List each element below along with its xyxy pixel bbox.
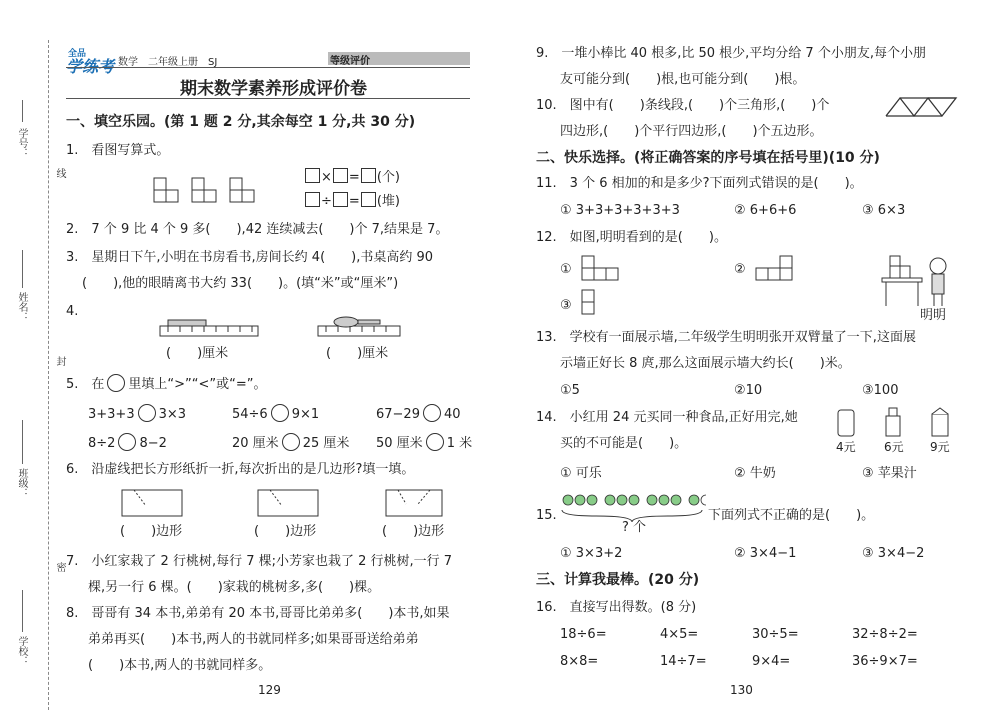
mingming-label: 明明 [920,308,947,323]
compare-circle[interactable] [138,404,156,422]
student-number-label: 学号： [16,128,27,158]
binding-line [48,40,49,710]
calc-item: 9×4= [752,654,791,669]
q12-option-1[interactable]: ① [560,262,572,277]
q5-item: 50 厘米 1 米 [376,433,472,452]
q12-option-3[interactable]: ③ [560,298,572,313]
rulers [158,316,408,344]
compare-circle[interactable] [282,433,300,451]
q8-line2: 弟弟再买( )本书,两人的书就同样多;如果哥哥送给弟弟 [88,632,419,647]
q12-text: 12. 如图,明明看到的是( )。 [536,230,727,245]
name-label: 姓名： [16,292,27,322]
q3-line1: 3. 星期日下午,小明在书房看书,房间长约 4( ),书桌高约 90 [66,250,434,265]
q5-item: 3+3+3 3×3 [88,404,186,423]
section-1-heading: 一、填空乐园。(第 1 题 2 分,其余每空 1 分,共 30 分) [66,114,416,130]
page-number-right: 130 [730,683,753,697]
q2-text: 2. 7 个 9 比 4 个 9 多( ),42 连续减去( )个 7,结果是 7。 [66,222,449,237]
view-a [580,254,620,282]
answer-box[interactable] [305,168,320,183]
food-items [834,406,954,438]
q9-line1: 9. 一堆小棒比 40 根多,比 50 根少,平均分给 7 个小朋友,每个小朋 [536,46,926,61]
q15-option-3[interactable]: ③ 3×4−2 [862,546,925,561]
circle-icon [107,374,125,392]
compare-circle[interactable] [118,433,136,451]
bag-groups [560,490,706,524]
milk-price: 6元 [884,440,904,454]
q8-line1: 8. 哥哥有 34 本书,弟弟有 20 本书,哥哥比弟弟多( )本书,如果 [66,606,450,621]
q15-text: 下面列式不正确的是( )。 [708,508,875,523]
section-2-heading: 二、快乐选择。(将正确答案的序号填在括号里)(10 分) [536,150,880,166]
answer-box[interactable] [361,192,376,207]
q14-line2: 买的不可能是( )。 [560,436,688,451]
compare-circle[interactable] [423,404,441,422]
q15-option-1[interactable]: ① 3×3+2 [560,546,623,561]
calc-item: 32÷8÷2= [852,627,918,642]
q5-item: 54÷6 9×1 [232,404,319,423]
juice-price: 9元 [930,440,950,454]
line-mark: 线 [54,168,65,178]
logo: 学练考 [66,57,115,76]
q1-multiplication-row: × = (个) [304,168,400,186]
q5-item: 67−29 40 [376,404,461,423]
q13-line2: 示墙正好长 8 庹,那么这面展示墙大约长( )米。 [560,356,851,371]
compare-circle[interactable] [271,404,289,422]
book-meta: 数学 二年级上册 SJ [118,57,218,68]
cola-price: 4元 [836,440,856,454]
q10-line2: 四边形,( )个平行四边形,( )个五边形。 [560,124,823,139]
class-blank[interactable] [22,420,24,464]
page-title: 期末数学素养形成评价卷 [180,79,367,99]
answer-box[interactable] [333,192,348,207]
q6-answer-2: ( )边形 [254,524,317,539]
title-rule [66,98,470,99]
q4-answer-2: ( )厘米 [326,346,389,361]
name-blank[interactable] [22,250,24,288]
q16-text: 16. 直接写出得数。(8 分) [536,600,697,615]
answer-box[interactable] [361,168,376,183]
logo-top: 全品 [68,49,87,59]
paper-rectangles [120,488,470,518]
class-label: 班级： [16,468,27,498]
calc-item: 14÷7= [660,654,707,669]
secret-mark: 密 [54,562,65,572]
q7-line1: 7. 小红家栽了 2 行桃树,每行 7 棵;小芳家也栽了 2 行桃树,一行 7 [66,554,453,569]
boy-at-table [880,252,952,308]
calc-item: 36÷9×7= [852,654,918,669]
q5-text: 5. 在 里填上“>”“<”或“=”。 [66,374,267,393]
q13-option-3[interactable]: ③100 [862,383,899,398]
q11-option-2[interactable]: ② 6+6+6 [734,203,797,218]
compare-circle[interactable] [426,433,444,451]
calc-item: 18÷6= [560,627,607,642]
q5-item: 8÷2 8−2 [88,433,167,452]
school-label: 学校： [16,636,27,666]
q11-option-3[interactable]: ③ 6×3 [862,203,906,218]
q11-text: 11. 3 个 6 相加的和是多少?下面列式错误的是( )。 [536,176,863,191]
q15-option-2[interactable]: ② 3×4−1 [734,546,797,561]
q13-option-1[interactable]: ①5 [560,383,580,398]
q15-brace-label: ? 个 [622,520,647,535]
grade-label: 等级评价 [330,56,370,67]
q1-division-row: ÷ = (堆) [304,192,400,210]
answer-box[interactable] [305,192,320,207]
q8-line3: ( )本书,两人的书就同样多。 [88,658,272,673]
q14-option-3[interactable]: ③ 苹果汁 [862,466,917,481]
calc-item: 4×5= [660,627,699,642]
view-c [580,288,596,316]
q15-number: 15. [536,508,557,523]
q13-line1: 13. 学校有一面展示墙,二年级学生明明张开双臂量了一下,这面展 [536,330,916,345]
cube-stacks [150,166,280,210]
q4-answer-1: ( )厘米 [166,346,229,361]
q14-option-1[interactable]: ① 可乐 [560,466,602,481]
q12-option-2[interactable]: ② [734,262,746,277]
student-number-blank[interactable] [22,100,24,122]
q13-option-2[interactable]: ②10 [734,383,763,398]
q4-number: 4. [66,304,79,319]
q10-line1: 10. 图中有( )条线段,( )个三角形,( )个 [536,98,830,113]
calc-item: 8×8= [560,654,599,669]
answer-box[interactable] [333,168,348,183]
page-number-left: 129 [258,683,281,697]
q5-item: 20 厘米 25 厘米 [232,433,349,452]
view-b [754,254,794,282]
q3-line2: ( ),他的眼睛离书大约 33( )。(填“米”或“厘米”) [82,276,399,291]
section-3-heading: 三、计算我最棒。(20 分) [536,572,700,588]
q14-line1: 14. 小红用 24 元买同一种食品,正好用完,她 [536,410,798,425]
q1-text: 1. 看图写算式。 [66,143,170,158]
triangle-figure [884,96,960,118]
calc-item: 30÷5= [752,627,799,642]
q6-answer-1: ( )边形 [120,524,183,539]
q11-option-1[interactable]: ① 3+3+3+3+3+3 [560,203,680,218]
q6-answer-3: ( )边形 [382,524,445,539]
header-rule [66,67,470,68]
q7-line2: 棵,另一行 6 棵。( )家栽的桃树多,多( )棵。 [88,580,381,595]
q9-line2: 友可能分到( )根,也可能分到( )根。 [560,72,806,87]
seal-mark: 封 [54,356,65,366]
q14-option-2[interactable]: ② 牛奶 [734,466,776,481]
q6-text: 6. 沿虚线把长方形纸折一折,每次折出的是几边形?填一填。 [66,462,415,477]
school-blank[interactable] [22,590,24,632]
